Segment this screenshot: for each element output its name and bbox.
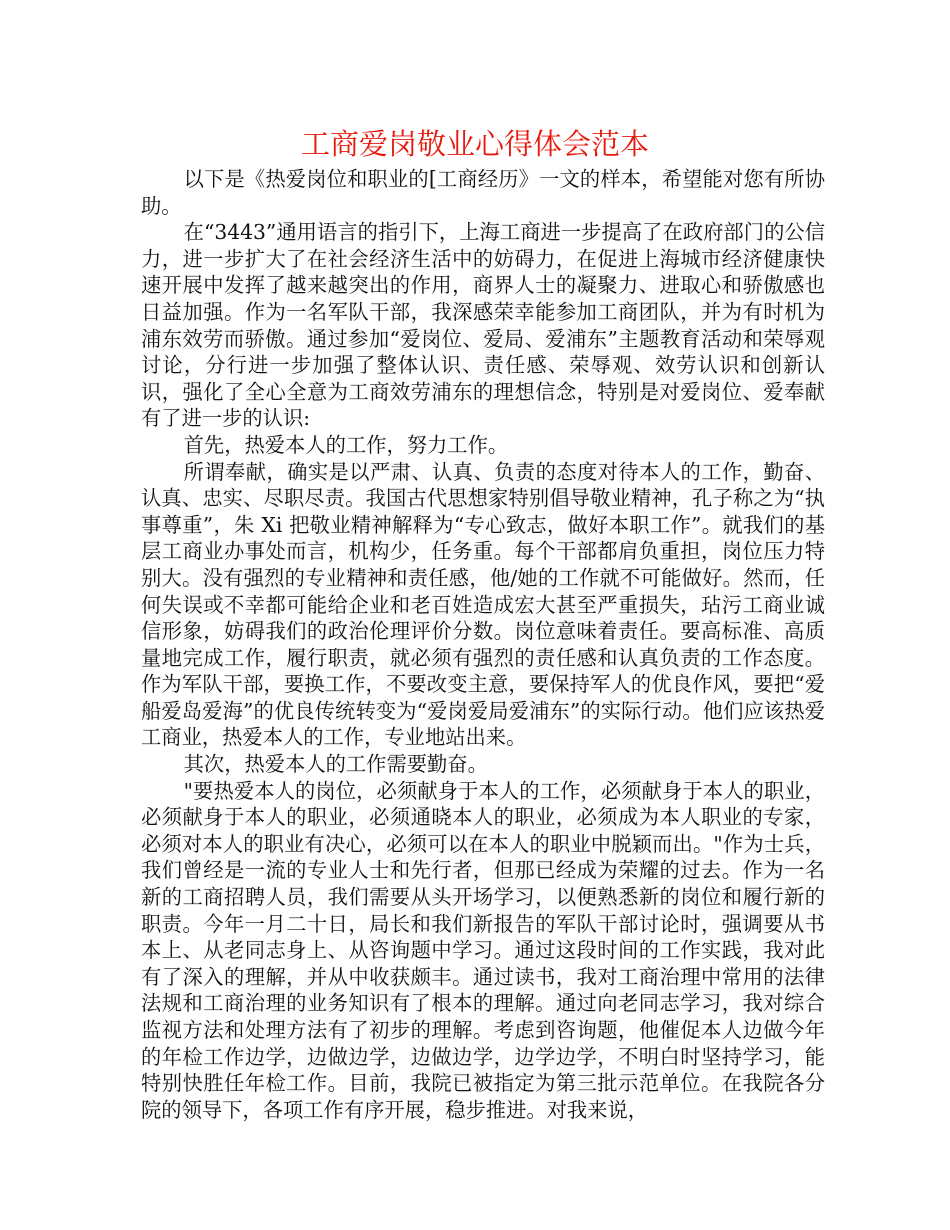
- paragraph-heading-second: 其次，热爱本人的工作需要勤奋。: [183, 752, 488, 777]
- paragraph-dedication: 所谓奉献，确实是以严肃、认真、负责的态度对待本人的工作，勤奋、认真、忠实、尽职尽责。我国古代思想家特别倡导敬业精神，孔子称之为“执事尊重”，朱 Xi 把敬业精神解释为“专心致志，做好本职工作”。就我们的基层工商业办事处而言，机构少，任务重。每个干部都肩负重担，岗位压力特别大。没有强烈的专业精神和责任感，他/她的工作就不可能做好。然而，任何失误或不幸都可能给企业和老百姓造成宏大甚至严重损失，玷污工商业诚信形象，妨碍我们的政治伦理评价分数。岗位意味着责任。要高标准、高质量地完成工作，履行职责，就必须有强烈的责任感和认真负责的工作态度。作为军队干部，要换工作，不要改变主意，要保持军人的优良作风，要把“爱船爱岛爱海”的优良传统转变为“爱岗爱局爱浦东”的实际行动。他们应该热爱工商业，热爱本人的工作，专业地站出来。: [141, 459, 825, 750]
- paragraph-background: 在“3443”通用语言的指引下，上海工商进一步提高了在政府部门的公信力，进一步扩大了在社会经济生活中的妨碍力，在促进上海城市经济健康快速开展中发挥了越来越突出的作用，商界人士的凝聚力、进取心和骄傲感也日益加强。作为一名军队干部，我深感荣幸能参加工商团队，并为有时机为浦东效劳而骄傲。通过参加“爱岗位、爱局、爱浦东”主题教育活动和荣辱观讨论，分行进一步加强了整体认识、责任感、荣辱观、效劳认识和创新认识，强化了全心全意为工商效劳浦东的理想信念，特别是对爱岗位、爱奉献有了进一步的认识:: [141, 220, 825, 431]
- paragraph-heading-first: 首先，热爱本人的工作，努力工作。: [183, 432, 509, 457]
- paragraph-intro: 以下是《热爱岗位和职业的[工商经历》一文的样本，希望能对您有所协助。: [141, 167, 825, 218]
- document-body: [141, 166, 825, 1123]
- page-title: 工商爱岗敬业心得体会范本: [300, 127, 649, 161]
- paragraph-diligence: "要热爱本人的岗位，必须献身于本人的工作，必须献身于本人的职业，必须献身于本人的职业，必须通晓本人的职业，必须成为本人职业的专家，必须对本人的职业有决心，必须可以在本人的职业中脱颖而出。"作为士兵，我们曾经是一流的专业人士和先行者，但那已经成为荣耀的过去。作为一名新的工商招聘人员，我们需要从头开场学习，以便熟悉新的岗位和履行新的职责。今年一月二十日，局长和我们新报告的军队干部讨论时，强调要从书本上、从老同志身上、从咨询题中学习。通过这段时间的工作实践，我对此有了深入的理解，并从中收获颇丰。通过读书，我对工商治理中常用的法律法规和工商治理的业务知识有了根本的理解。通过向老同志学习，我对综合监视方法和处理方法有了初步的理解。考虑到咨询题，他催促本人边做今年的年检工作边学，边做边学，边做边学，边学边学，不明白时坚持学习，能特别快胜任年检工作。目前，我院已被指定为第三批示范单位。在我院各分院的领导下，各项工作有序开展，稳步推进。对我来说，: [141, 778, 825, 1122]
